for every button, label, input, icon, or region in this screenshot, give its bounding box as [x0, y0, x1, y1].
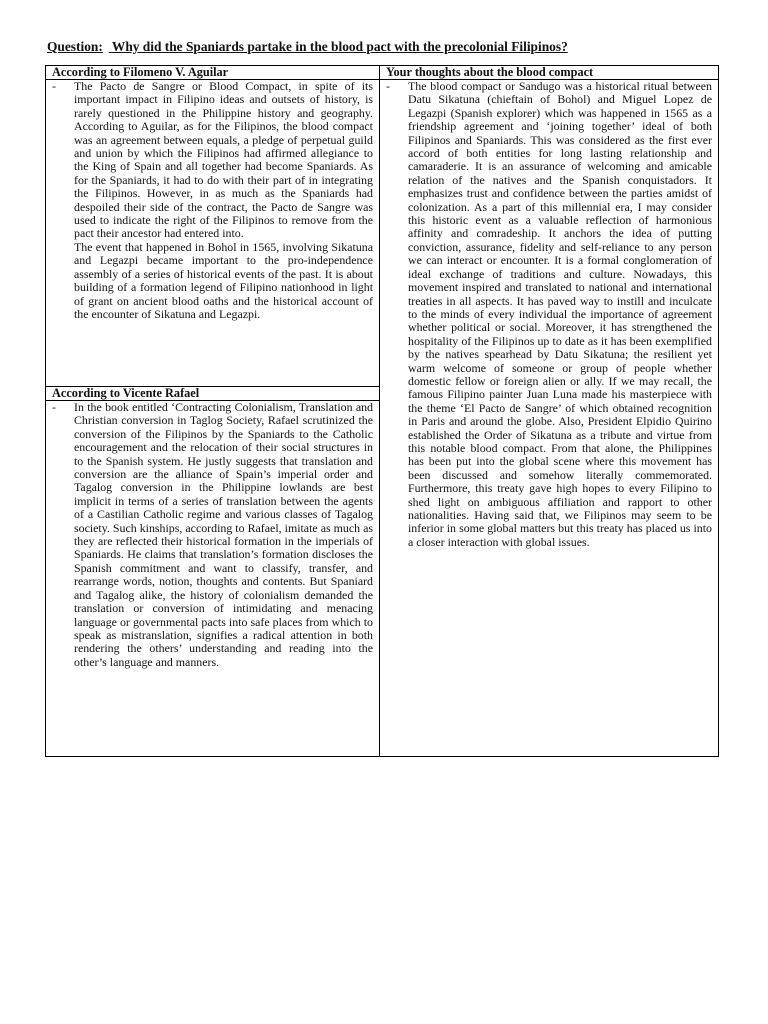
- aguilar-section: [46, 80, 379, 386]
- question-text: Why did the Spaniards partake in the blood pact with the precolonial Filipinos?: [111, 39, 568, 54]
- left-column: [46, 66, 380, 757]
- bullet-dash: -: [52, 400, 56, 414]
- right-column: [380, 66, 719, 757]
- aguilar-paragraph-2: The event that happened in Bohol in 1565, involving Sikatuna and Legazpi became important to the pro-independence assembly of a series of historical events of the past. It is about building of a formation legend of Filipino nationhood in light of grant on ancient blood oaths and the historical account of the encounter of Sikatuna and Legazpi.: [74, 239, 373, 321]
- thoughts-section: [380, 80, 718, 748]
- bullet-dash: -: [386, 79, 390, 93]
- comparison-table: [45, 65, 719, 757]
- aguilar-heading: According to Filomeno V. Aguilar: [46, 66, 379, 80]
- question-label: Question:: [47, 39, 103, 54]
- rafael-paragraph-1: In the book entitled ‘Contracting Colonialism, Translation and Christian conversion in Taglog Society, Rafael scrutinized the conversion of the Filipinos by the Spaniards to the Catholic encouragement and the relocation of their social structures in to the Spanish system. He justly suggests that translation and conversion are the alliance of Spain’s imperial order and Tagalog conversion in the Philippine lowlands are best implicit in terms of a series of translation between the agents of a Castilian Catholic regime and various classes of Tagalog society. Such kinships, according to Rafael, imitate as much as they are reflected their historical formation in the imperials of Spaniards. He claims that translation’s formation discloses the Spanish commitment and want to classify, transfer, and rearrange words, notion, thoughts and contents. But Spaniard and Tagalog alike, the history of colonialism demanded the translation or conversion of intimidating and menacing language or governmental pacts into safe places from which to speak as mistranslation, signifies a radical attention in both rendering the others’ understanding and reading into the other’s language and manners.: [74, 400, 373, 669]
- question-heading: [47, 39, 727, 55]
- bullet-dash: -: [52, 79, 56, 93]
- rafael-section: [46, 401, 379, 756]
- aguilar-paragraph-1: The Pacto de Sangre or Blood Compact, in spite of its important impact in Filipino ideas and outsets of history, is rarely questioned in the Philippine history and geography. According to Aguilar, as for the Filipinos, the blood compact was an agreement between equals, a pledge of perpetual guild and union by which the Filipinos had affirmed allegiance to the King of Spain and all together had become Spaniards. As for the Spaniards, it had to do with their part of in integrating the Filipinos. However, in as much as the Spaniards had despoiled their side of the contract, the Pacto de Sangre was used to indicate the right of the Filipinos to remove from the pact their ancestor had entered into.: [74, 79, 373, 241]
- rafael-heading: According to Vicente Rafael: [46, 386, 379, 401]
- thoughts-heading: Your thoughts about the blood compact: [380, 66, 718, 80]
- thoughts-paragraph-1: The blood compact or Sandugo was a historical ritual between Datu Sikatuna (chieftain of Bohol) and Miguel Lopez de Legazpi (Spanish explorer) which was happened in 1565 as a friendship agreement and ‘joining together’ ideal of both Filipinos and Spaniards. This was considered as the first ever accord of both entities for long lasting relationship and camaraderie. It is an assurance of welcoming and amicable relation of the natives and the Spanish conquistadors. It emphasizes trust and confidence between the parties amidst of colonization. As a part of this millennial era, I may consider this historic event as a valuable reflection of harmonious affinity and comradeship. It anchors the idea of putting conviction, assurance, fidelity and self-reliance to any person we can interact or encounter. It is a formal conglomeration of ideal exchange of traditions and culture. Nowadays, this movement inspired and translated to national and international treaties in all aspects. It has paved way to instill and inculcate to the minds of every individual the importance of agreement whether political or social. Moreover, it has strengthened the hospitality of the Filipinos up to date as it has been exemplified by the natives spearhead by Datu Sikatuna; the resilient yet warm welcome of someone or group of people whether domestic fellow or foreign alien or ally. If we may recall, the famous Filipino painter Juan Luna made his masterpiece with the theme ‘El Pacto de Sangre’ of which obtained recognition in Paris and around the globe. Also, President Elpidio Quirino established the Order of Sikatuna as a tribute and virtue from this notable blood compact. From that alone, the Philippines has been put into the global scene where this movement has been discussed and somehow literally commemorated. Furthermore, this treaty gave high hopes to every Filipino to shed light on ambiguous affiliation and rapport to other nationalities. Having said that, we Filipinos may seem to be inferior in some global matters but this treaty has placed us into a closer interaction with global issues.: [408, 79, 712, 549]
